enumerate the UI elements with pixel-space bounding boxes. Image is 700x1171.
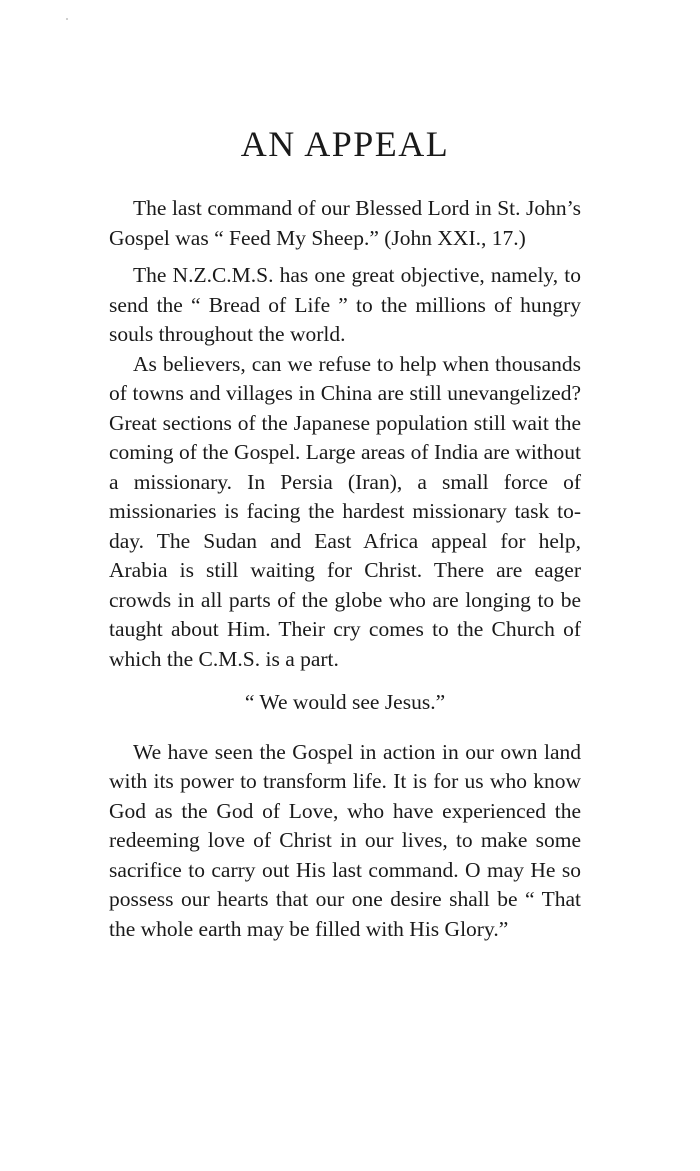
page-title: AN APPEAL — [240, 124, 450, 164]
appeal-page — [109, 118, 581, 944]
paragraph-believers: As believers, can we refuse to help when thousands of towns and villages in China are still unevangelized? Great sections of the Japanese population still wait the coming of the Gospel. Large areas of India are without a missionary. In Persia (Iran), a small force of missionaries is facing the hardest missionary task to-day. The Sudan and East Africa appeal for help, Arabia is still waiting for Christ. There are eager crowds in all parts of the globe who are longing to be taught about Him. Their cry comes to the Church of which the C.M.S. is a part. — [109, 351, 581, 671]
centered-quote: “ We would see Jesus.” — [244, 690, 446, 714]
paragraph-last-command: The last command of our Blessed Lord in St. John’s Gospel was “ Feed My Sheep.” (John XXI., 17.) — [109, 196, 581, 250]
paragraph-gospel-in-action: We have seen the Gospel in action in our own land with its power to transform life. It is for us who know God as the God of Love, who have experienced the redeeming love of Christ in our lives, to make some sacrifice to carry out His last command. O may He so possess our hearts that our one desire shall be “ That the whole earth may be filled with His Glory.” — [109, 739, 581, 941]
scan-speck — [66, 18, 68, 20]
paragraph-objective: The N.Z.C.M.S. has one great objective, namely, to send the “ Bread of Life ” to the millions of hungry souls throughout the world. — [109, 263, 581, 346]
